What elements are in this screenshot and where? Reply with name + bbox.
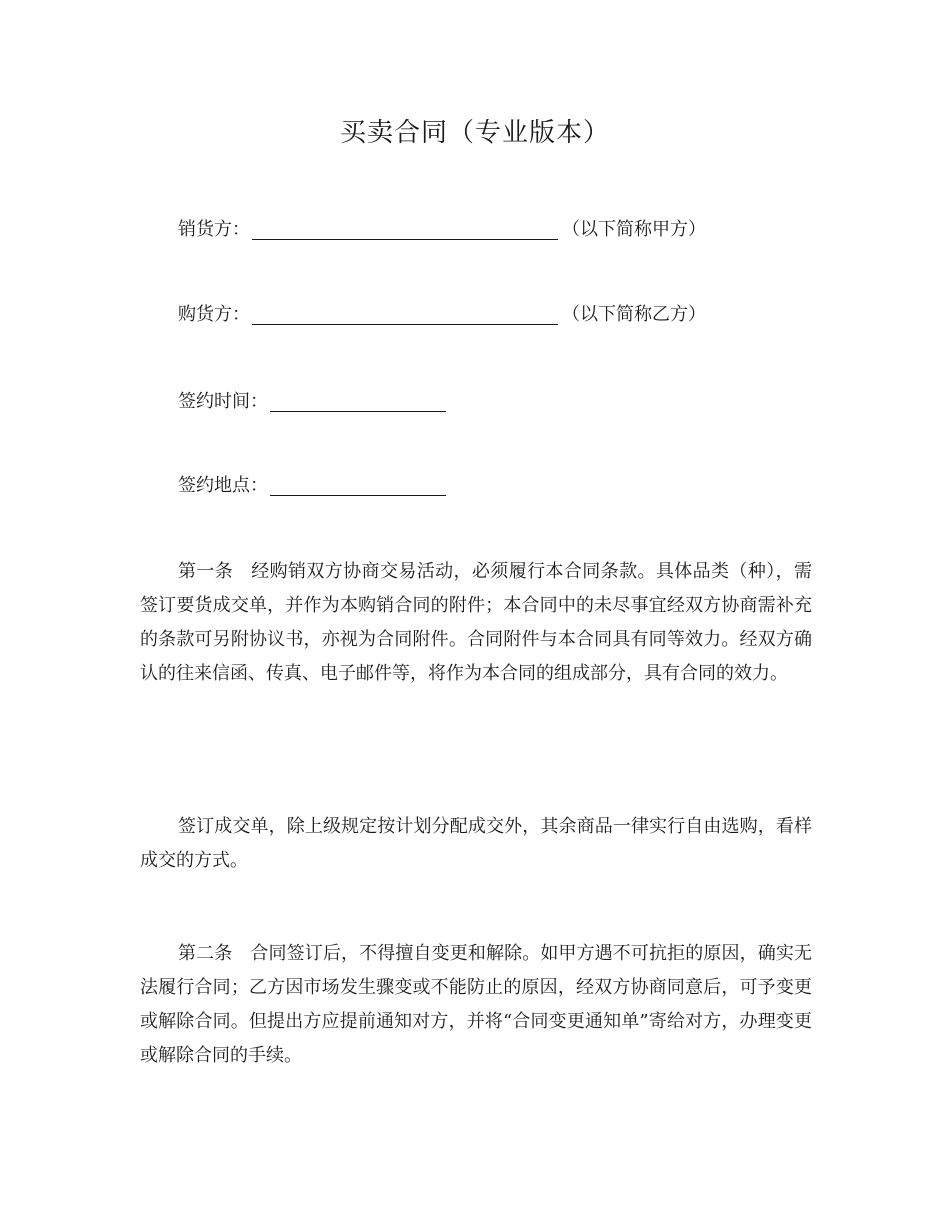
seller-note: （以下简称甲方） [562, 219, 706, 240]
sign-time-blank-line [270, 391, 446, 412]
clause-2-paragraph [140, 937, 812, 1073]
sign-place-blank-line [270, 475, 446, 496]
seller-label: 销货方： [178, 219, 250, 240]
paragraph-2 [140, 810, 812, 878]
buyer-note: （以下简称乙方） [562, 304, 706, 325]
seller-blank-line [252, 219, 558, 240]
buyer-label: 购货方： [178, 304, 250, 325]
document-title: 买卖合同（专业版本） [339, 118, 610, 148]
sign-time-label: 签约时间： [178, 391, 268, 412]
buyer-blank-line [252, 304, 558, 325]
seller-field [178, 218, 706, 242]
clause-1-number: 第一条 [178, 561, 234, 582]
paragraph-2-text: 签订成交单，除上级规定按计划分配成交外，其余商品一律实行自由选购，看样成交的方式。 [140, 816, 812, 871]
clause-1-text: 经购销双方协商交易活动，必须履行本合同条款。具体品类（种），需签订要货成交单，并作为本购销合同的附件；本合同中的未尽事宜经双方协商需补充的条款可另附协议书，亦视为合同附件。合同附件与本合同具有同等效力。经双方确认的往来信函、传真、电子邮件等，将作为本合同的组成部分，具有合同的效力。 [140, 561, 813, 684]
clause-2-text: 合同签订后，不得擅自变更和解除。如甲方遇不可抗拒的原因，确实无法履行合同；乙方因市场发生骤变或不能防止的原因，经双方协商同意后，可予变更或解除合同。但提出方应提前通知对方，并将“合同变更通知单”寄给对方，办理变更或解除合同的手续。 [140, 943, 813, 1066]
sign-time-field [178, 390, 450, 414]
sign-place-field [178, 474, 450, 498]
clause-1-paragraph [140, 555, 812, 691]
buyer-field [178, 303, 706, 327]
sign-place-label: 签约地点： [178, 475, 268, 496]
clause-2-number: 第二条 [178, 943, 233, 964]
